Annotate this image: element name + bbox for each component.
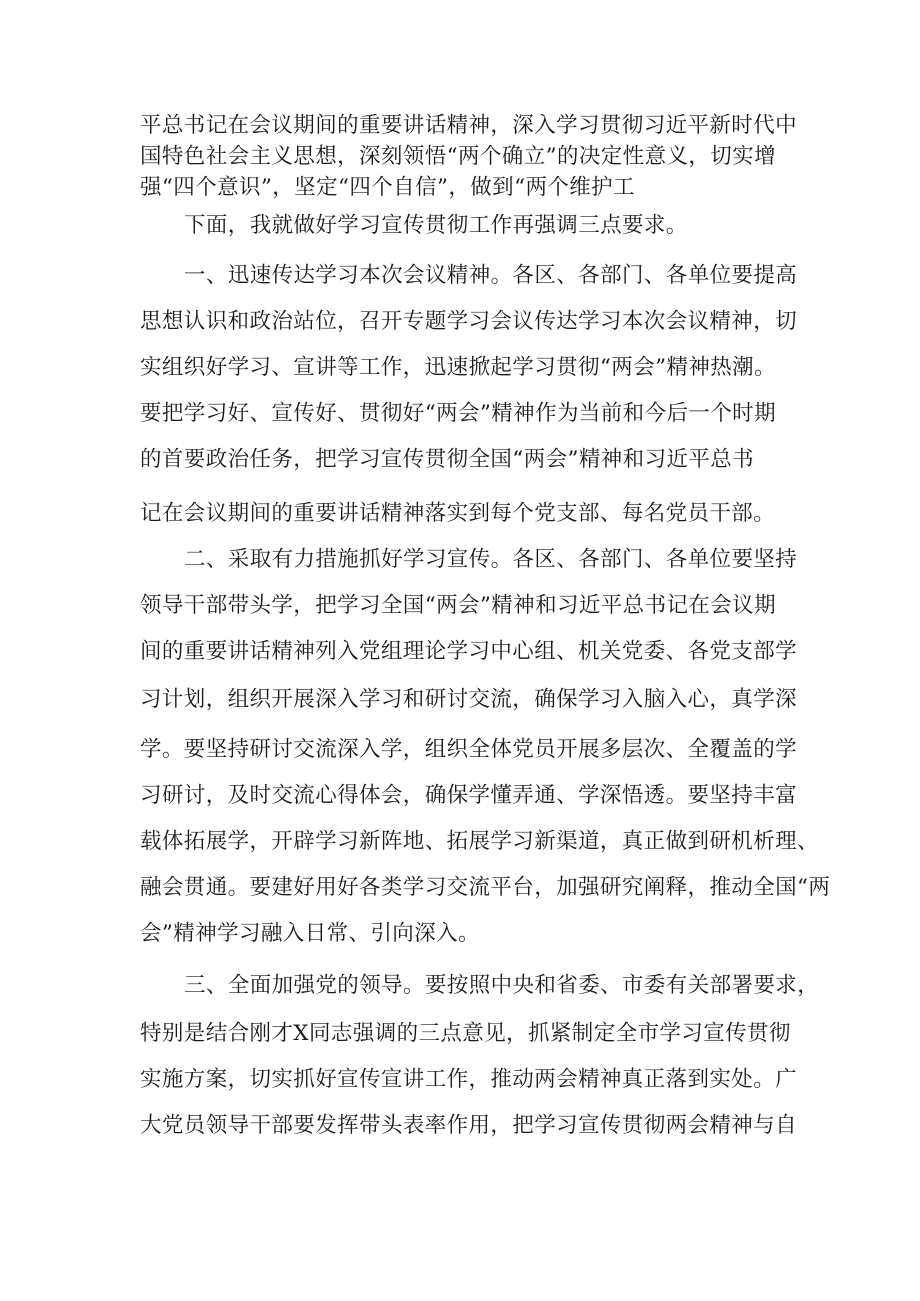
text-line: 思想认识和政治站位，召开专题学习会议传达学习本次会议精神，切: [140, 309, 798, 334]
text-line: 的首要政治任务，把学习宣传贯彻全国“两会”精神和习近平总书: [140, 447, 755, 472]
section-heading-line: 二、采取有力措施抓好学习宣传。各区、各部门、各单位要坚持: [184, 547, 798, 572]
text-line: 习计划，组织开展深入学习和研讨交流，确保学习入脑入心，真学深: [140, 687, 798, 712]
text-line: 融会贯通。要建好用好各类学习交流平台，加强研究阐释，推动全国“两: [140, 875, 831, 900]
text-line: 记在会议期间的重要讲话精神落实到每个党支部、每名党员干部。: [140, 501, 776, 526]
text-line: 强“四个意识”，坚定“四个自信”，做到“两个维护工: [140, 175, 635, 200]
text-line: 国特色社会主义思想，深刻领悟“两个确立”的决定性意义，切实增: [140, 144, 776, 169]
text-line: 下面，我就做好学习宣传贯彻工作再强调三点要求。: [184, 213, 688, 238]
text-line: 大党员领导干部要发挥带头表率作用，把学习宣传贯彻两会精神与自: [140, 1113, 798, 1138]
section-heading-line: 一、迅速传达学习本次会议精神。各区、各部门、各单位要提高: [184, 263, 798, 288]
text-line: 习研讨，及时交流心得体会，确保学懂弄通、学深悟透。要坚持丰富: [140, 783, 798, 808]
text-line: 实施方案，切实抓好宣传宣讲工作，推动两会精神真正落到实处。广: [140, 1067, 798, 1092]
text-line: 会”精神学习融入日常、引向深入。: [140, 921, 480, 946]
text-line: 学。要坚持研讨交流深入学，组织全体党员开展多层次、全覆盖的学: [140, 737, 798, 762]
text-line: 领导干部带头学，把学习全国“两会”精神和习近平总书记在会议期: [140, 593, 776, 618]
text-line: 间的重要讲话精神列入党组理论学习中心组、机关党委、各党支部学: [140, 639, 798, 664]
text-line: 要把学习好、宣传好、贯彻好“两会”精神作为当前和今后一个时期: [140, 401, 776, 426]
text-line: 载体拓展学，开辟学习新阵地、拓展学习新渠道，真正做到研机析理、: [140, 829, 819, 854]
text-line: 平总书记在会议期间的重要讲话精神，深入学习贯彻习近平新时代中: [140, 113, 798, 138]
text-line: 实组织好学习、宣讲等工作，迅速掀起学习贯彻“两会”精神热潮。: [140, 355, 776, 380]
text-line: 特别是结合刚才X同志强调的三点意见，抓紧制定全市学习宣传贯彻: [140, 1021, 791, 1046]
section-heading-line: 三、全面加强党的领导。要按照中央和省委、市委有关部署要求，: [184, 973, 820, 998]
